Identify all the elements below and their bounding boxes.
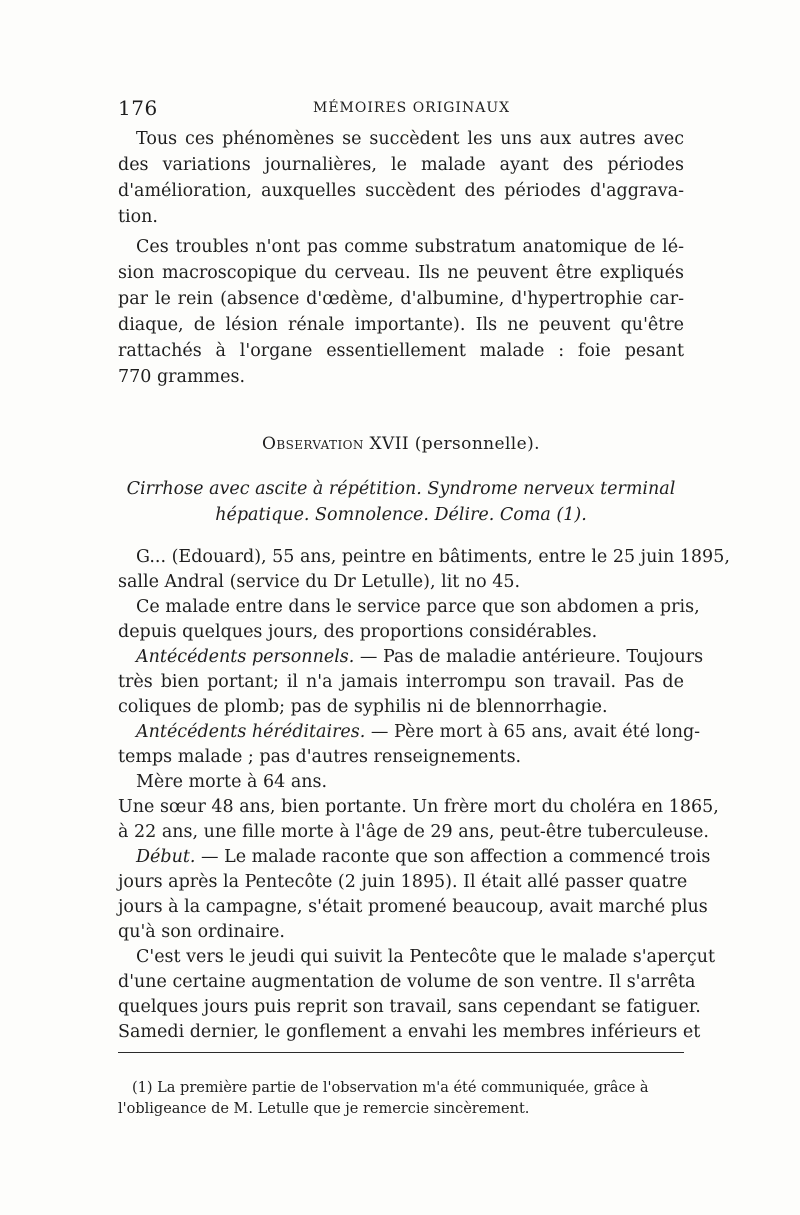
antecedents-hereditaires-text: — Père mort à 65 ans, avait été long- — [365, 722, 701, 742]
text-line: jours après la Pentecôte (2 juin 1895). Il était allé passer quatre — [118, 872, 688, 892]
text-line: salle Andral (service du Dr Letulle), lit no 45. — [118, 572, 521, 592]
text-line: à 22 ans, une fille morte à l'âge de 29 ans, peut-être tuberculeuse. — [118, 822, 709, 842]
text-line: d'une certaine augmentation de volume de son ventre. Il s'arrêta — [118, 972, 696, 992]
footnote-divider — [118, 1052, 684, 1053]
text-line: très bien portant; il n'a jamais interrompu son travail. Pas de — [118, 672, 684, 692]
page-number: 176 — [118, 96, 158, 120]
text-line: Mère morte à 64 ans. — [136, 772, 328, 792]
observation-subtitle-line: Cirrhose avec ascite à répétition. Syndrome nerveux terminal — [126, 479, 676, 499]
text-line: jours à la campagne, s'était promené beaucoup, avait marché plus — [118, 897, 708, 917]
running-title: MÉMOIRES ORIGINAUX — [313, 100, 511, 116]
text-line: quelques jours puis reprit son travail, sans cependant se fatiguer. — [118, 997, 701, 1017]
text-line: sion macroscopique du cerveau. Ils ne peuvent être expliqués — [118, 263, 684, 283]
text-line: Une sœur 48 ans, bien portante. Un frère mort du choléra en 1865, — [118, 797, 719, 817]
text-line: coliques de plomb; pas de syphilis ni de blennorrhagie. — [118, 697, 608, 717]
text-line: d'amélioration, auxquelles succèdent des périodes d'aggrava- — [118, 181, 684, 201]
debut-label: Début. — [136, 847, 196, 867]
text-line: qu'à son ordinaire. — [118, 922, 285, 942]
observation-heading — [118, 434, 684, 454]
text-line: tion. — [118, 207, 158, 227]
text-line: par le rein (absence d'œdème, d'albumine, d'hypertrophie car- — [118, 289, 684, 309]
antecedents-personnels-label: Antécédents personnels. — [136, 647, 355, 667]
footnote-line: l'obligeance de M. Letulle que je remercie sincèrement. — [118, 1101, 530, 1117]
text-line: Ce malade entre dans le service parce que son abdomen a pris, — [136, 597, 700, 617]
text-line: G... (Edouard), 55 ans, peintre en bâtiments, entre le 25 juin 1895, — [136, 547, 730, 567]
antecedents-hereditaires-label: Antécédents héréditaires. — [136, 722, 366, 742]
observation-heading-prefix: Observation — [262, 434, 364, 454]
text-line: C'est vers le jeudi qui suivit la Pentecôte que le malade s'aperçut — [136, 947, 716, 967]
text-line: Ces troubles n'ont pas comme substratum anatomique de lé- — [136, 237, 684, 257]
text-line: 770 grammes. — [118, 367, 246, 387]
footnote-line: (1) La première partie de l'observation m'a été communiquée, grâce à — [132, 1080, 649, 1096]
text-line: depuis quelques jours, des proportions considérables. — [118, 622, 598, 642]
running-head — [118, 96, 684, 124]
text-line — [118, 846, 711, 868]
text-line: rattachés à l'organe essentiellement malade : foie pesant — [118, 341, 684, 361]
observation-heading-rest: XVII (personnelle). — [363, 434, 540, 454]
observation-subtitle-line: hépatique. Somnolence. Délire. Coma (1). — [215, 505, 587, 525]
text-line — [118, 646, 704, 668]
debut-text: — Le malade raconte que son affection a commencé trois — [195, 847, 711, 867]
text-line: des variations journalières, le malade ayant des périodes — [118, 155, 684, 175]
antecedents-personnels-text: — Pas de maladie antérieure. Toujours — [354, 647, 704, 667]
text-line: temps malade ; pas d'autres renseignements. — [118, 747, 522, 767]
text-line — [118, 721, 701, 743]
text-line: diaque, de lésion rénale importante). Ils ne peuvent qu'être — [118, 315, 684, 335]
text-line: Samedi dernier, le gonflement a envahi les membres inférieurs et — [118, 1022, 701, 1042]
text-line: Tous ces phénomènes se succèdent les uns aux autres avec — [136, 129, 684, 149]
